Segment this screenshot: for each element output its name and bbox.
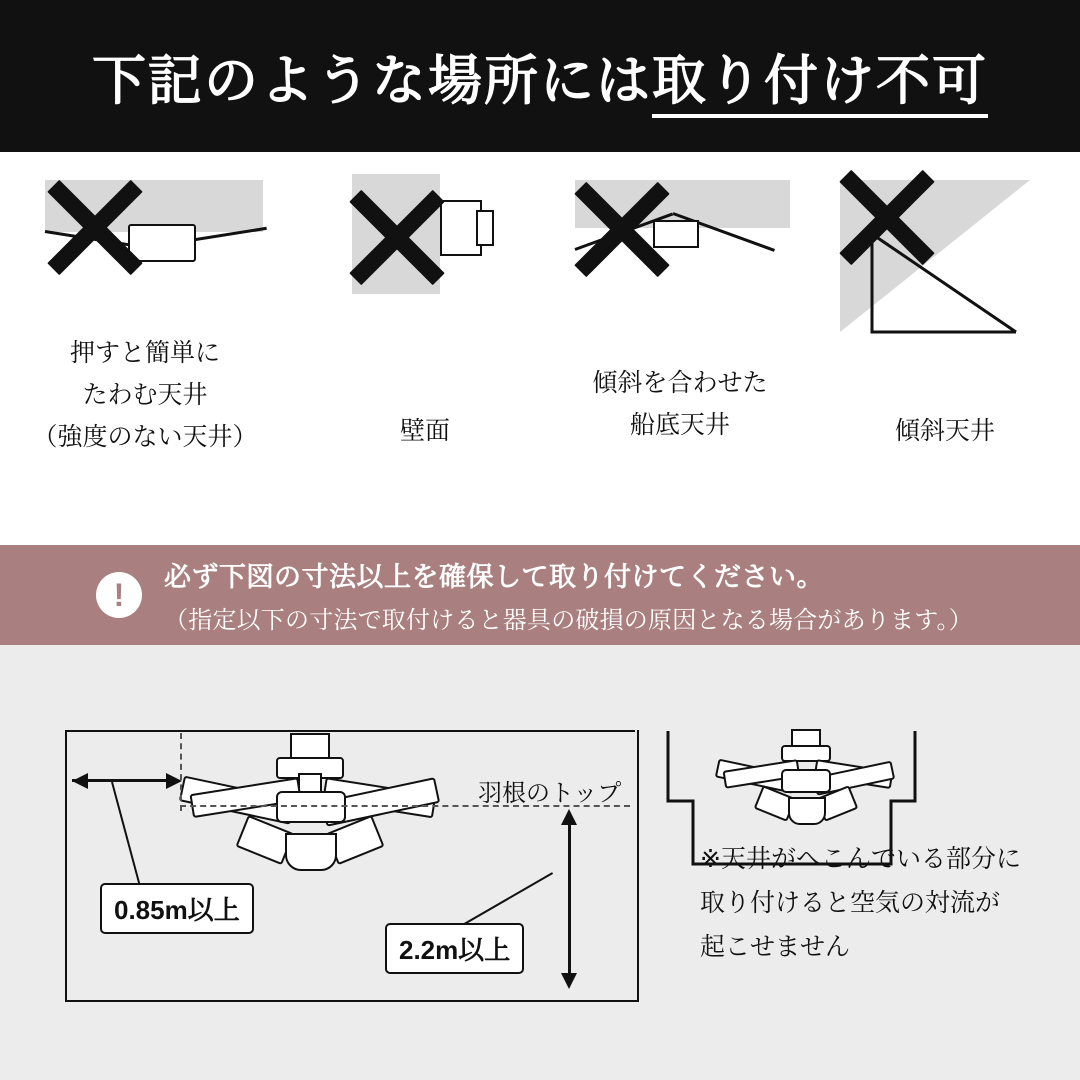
recessed-ceiling-note (700, 837, 1021, 969)
prohibited-item-wall (290, 152, 560, 530)
warning-line-2: （指定以下の寸法で取付けると器具の破損の原因となる場合があります。） (164, 607, 973, 634)
note-line: 取り付けると空気の対流が (700, 889, 1001, 917)
x-mark-icon (567, 174, 677, 284)
exclamation-icon (96, 572, 142, 618)
prohibited-item-label (10, 332, 280, 458)
label-line: たわむ天井 (82, 381, 208, 409)
label-line: （強度のない天井） (32, 423, 258, 451)
x-mark-icon (832, 162, 942, 272)
header-bar (0, 0, 1080, 152)
label-line: 傾斜天井 (894, 417, 995, 445)
boat-ceiling-illustration (545, 152, 815, 342)
page-title-underlined: 取り付け不可 (652, 51, 988, 118)
prohibited-item-boat-ceiling (545, 152, 815, 530)
sloped-ceiling-illustration (810, 152, 1080, 342)
prohibited-item-label (545, 362, 815, 446)
prohibited-item-label (810, 410, 1080, 452)
blade-top-label: 羽根のトップ (478, 780, 622, 807)
label-line: 壁面 (399, 417, 450, 445)
clearance-diagram (0, 645, 1080, 1080)
prohibited-item-label (290, 410, 560, 452)
exclamation-icon-glyph: ! (113, 577, 125, 613)
fan-light-kit (285, 833, 337, 871)
prohibited-locations-row (0, 152, 1080, 530)
note-line: 起こせません (700, 933, 851, 961)
vertical-dimension-arrowheads (556, 805, 584, 993)
prohibited-item-sagging-ceiling (10, 152, 280, 530)
fixture-cap-shape (476, 210, 494, 246)
wall-illustration (290, 152, 560, 342)
warning-line-1: 必ず下図の寸法以上を確保して取り付けてください。 (164, 562, 824, 592)
fan-motor-housing (276, 791, 346, 823)
horizontal-dimension-callout: 0.85m以上 (100, 883, 254, 934)
label-line: 船底天井 (629, 411, 730, 439)
note-line: ※天井がへこんでいる部分に (700, 845, 1021, 873)
label-line: 傾斜を合わせた (592, 369, 768, 397)
fan-motor-housing (781, 769, 831, 793)
label-line: 押すと簡単に (69, 339, 220, 367)
page-title-plain: 下記のような場所には (92, 50, 652, 111)
horizontal-dimension-arrowheads (62, 769, 192, 793)
vertical-dimension-callout: 2.2m以上 (385, 923, 524, 974)
fan-light-kit (788, 797, 826, 825)
warning-banner (0, 545, 1080, 645)
ceiling-fan-illustration-recessed (715, 729, 895, 839)
prohibited-item-sloped-ceiling (810, 152, 1080, 530)
sagging-ceiling-illustration (10, 152, 280, 342)
x-mark-icon (40, 172, 150, 282)
ceiling-fan-illustration (180, 733, 440, 893)
page-title (92, 38, 988, 115)
x-mark-icon (342, 182, 452, 292)
warning-banner-text (164, 555, 973, 635)
